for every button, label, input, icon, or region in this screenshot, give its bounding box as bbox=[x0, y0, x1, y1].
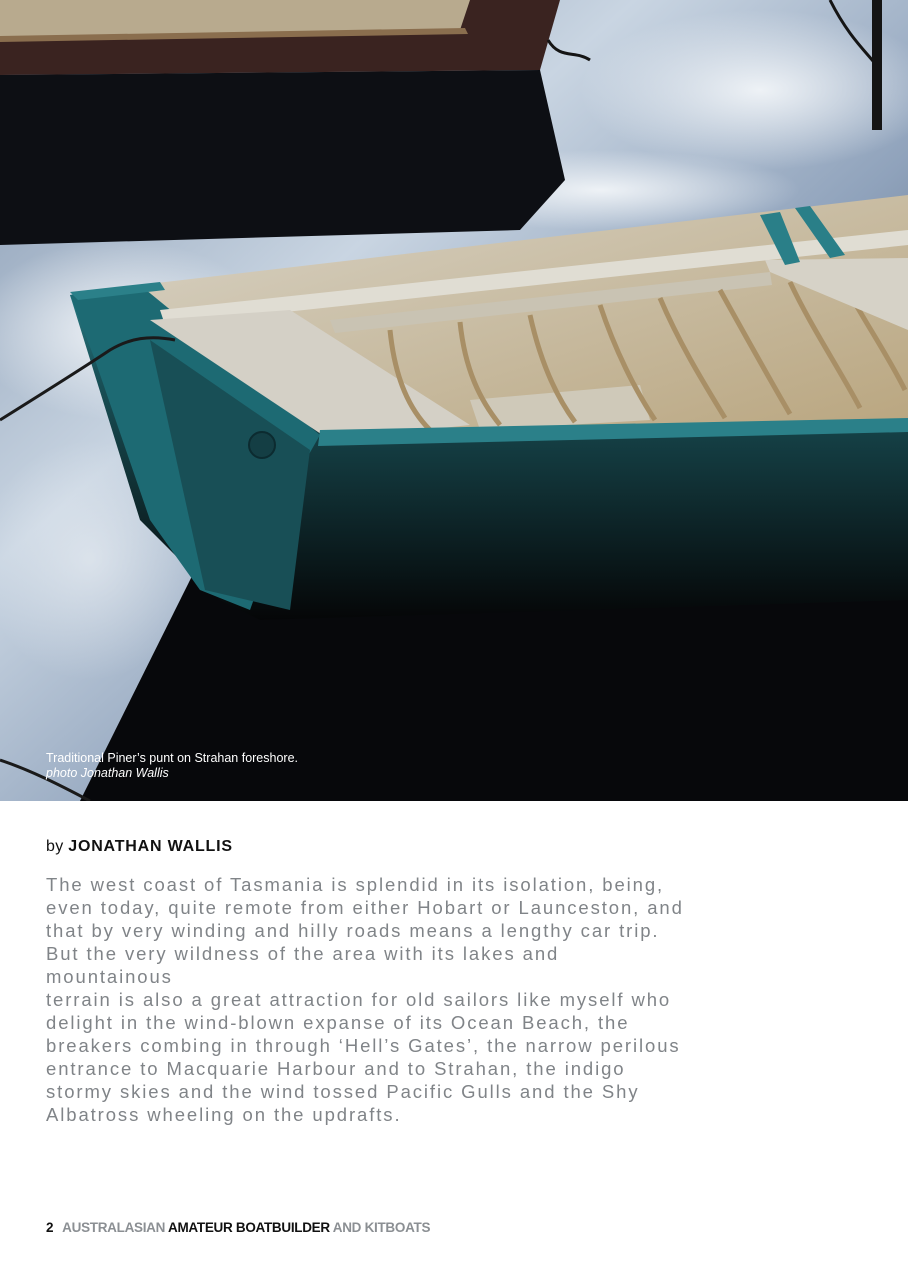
intro-line: The west coast of Tasmania is splendid in its isolation, being, bbox=[46, 874, 665, 895]
intro-line: stormy skies and the wind tossed Pacific Gulls and the Shy bbox=[46, 1081, 640, 1102]
footer-publication-part3: AND KITBOATS bbox=[332, 1220, 431, 1235]
footer-publication-part1: AUSTRALASIAN bbox=[62, 1220, 166, 1235]
intro-line: entrance to Macquarie Harbour and to Strahan, the indigo bbox=[46, 1058, 626, 1079]
caption-text: Traditional Piner’s punt on Strahan foreshore. bbox=[46, 751, 299, 765]
photo-caption bbox=[46, 751, 298, 781]
intro-line: But the very wildness of the area with its lakes and mountainous bbox=[46, 943, 560, 987]
author-name: JONATHAN WALLIS bbox=[68, 838, 233, 855]
intro-line: breakers combing in through ‘Hell’s Gates’, the narrow perilous bbox=[46, 1035, 681, 1056]
intro-paragraph bbox=[46, 873, 686, 1126]
footer-publication-part2: AMATEUR BOATBUILDER bbox=[168, 1220, 330, 1235]
intro-line: delight in the wind-blown expanse of its Ocean Beach, the bbox=[46, 1012, 630, 1033]
page-footer bbox=[46, 1220, 430, 1235]
intro-line: that by very winding and hilly roads means a lengthy car trip. bbox=[46, 920, 660, 941]
photo-credit: photo Jonathan Wallis bbox=[46, 766, 169, 780]
intro-line: Albatross wheeling on the updrafts. bbox=[46, 1104, 402, 1125]
intro-line: terrain is also a great attraction for old sailors like myself who bbox=[46, 989, 672, 1010]
byline bbox=[46, 838, 233, 856]
intro-line: even today, quite remote from either Hobart or Launceston, and bbox=[46, 897, 684, 918]
byline-prefix: by bbox=[46, 838, 64, 855]
page-number: 2 bbox=[46, 1220, 54, 1235]
